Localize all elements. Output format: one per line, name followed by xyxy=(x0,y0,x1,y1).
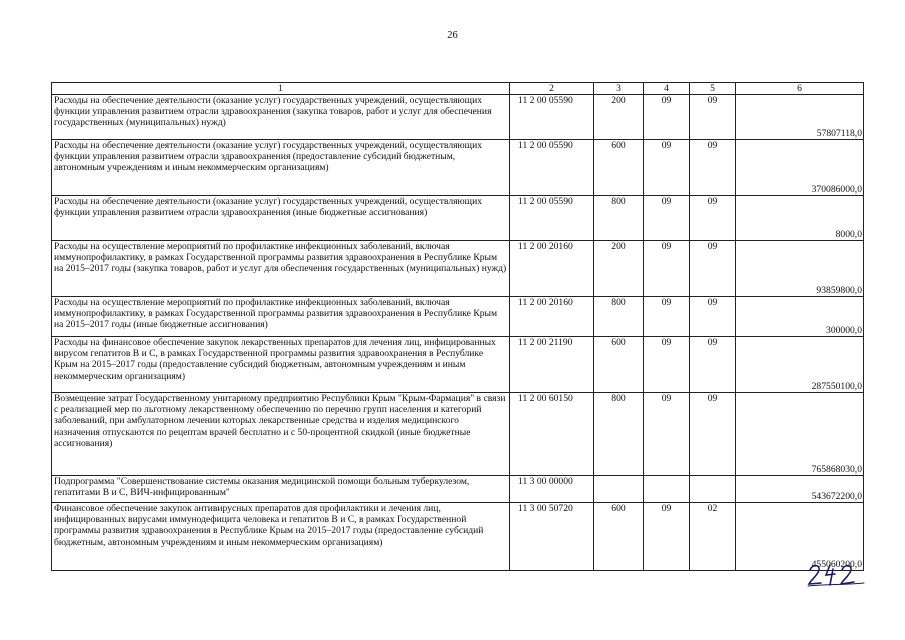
row-type: 600 xyxy=(594,337,644,393)
handwritten-signature xyxy=(806,561,868,587)
header-type: 3 xyxy=(594,83,644,95)
row-type: 800 xyxy=(594,393,644,476)
row-amount: 455060200,0 xyxy=(736,503,864,571)
header-amount: 6 xyxy=(736,83,864,95)
row-code: 11 2 00 60150 xyxy=(510,393,594,476)
row-name: Расходы на обеспечение деятельности (оказание услуг) государственных учреждений, осуществляющих функции управления развитием отрасли здравоохранения (закупка товаров, работ и услуг для обеспечения государственных (муниципальных) нужд) xyxy=(52,95,510,140)
row-name: Возмещение затрат Государственному унитарному предприятию Республики Крым "Крым-Фармация" в связи с реализацией мер по льготному лекарственному обеспечению по перечню групп населения и категорий заболеваний, при амбулаторном лечении которых лекарственные средства и изделия медицинского назначения отпускаются по рецептам врачей бесплатно и с 50-процентной скидкой (иные бюджетные ассигнования) xyxy=(52,393,510,476)
row-type: 600 xyxy=(594,140,644,196)
row-subsection: 09 xyxy=(690,241,736,297)
row-amount: 8000,0 xyxy=(736,196,864,241)
row-code: 11 2 00 21190 xyxy=(510,337,594,393)
row-code: 11 2 00 20160 xyxy=(510,297,594,337)
row-subsection xyxy=(690,476,736,503)
row-name: Расходы на финансовое обеспечение закупок лекарственных препаратов для лечения лиц, инфицированных вирусом гепатитов В и С, в рамках Государственной программы развития здравоохранения в Республике Крым на 2015–2017 годы (предоставление субсидий бюджетным, автономным учреждениям и иным некоммерческим организациям) xyxy=(52,337,510,393)
row-type: 800 xyxy=(594,297,644,337)
table-row xyxy=(52,140,864,196)
table-row xyxy=(52,503,864,571)
row-subsection: 09 xyxy=(690,297,736,337)
row-subsection: 09 xyxy=(690,393,736,476)
row-amount: 93859800,0 xyxy=(736,241,864,297)
header-code: 2 xyxy=(510,83,594,95)
row-section xyxy=(644,476,690,503)
row-amount: 57807118,0 xyxy=(736,95,864,140)
row-amount: 300000,0 xyxy=(736,297,864,337)
row-name: Расходы на осуществление мероприятий по профилактике инфекционных заболеваний, включая иммунопрофилактику, в рамках Государственной программы развития здравоохранения в Республике Крым на 2015–2017 годы (иные бюджетные ассигнования) xyxy=(52,297,510,337)
row-section: 09 xyxy=(644,140,690,196)
row-type: 200 xyxy=(594,95,644,140)
header-subsection: 5 xyxy=(690,83,736,95)
row-type: 800 xyxy=(594,196,644,241)
table-row xyxy=(52,95,864,140)
row-subsection: 09 xyxy=(690,196,736,241)
row-name: Расходы на обеспечение деятельности (оказание услуг) государственных учреждений, осуществляющих функции управления развитием отрасли здравоохранения (иные бюджетные ассигнования) xyxy=(52,196,510,241)
row-type: 200 xyxy=(594,241,644,297)
row-name: Финансовое обеспечение закупок антивирусных препаратов для профилактики и лечения лиц, инфицированных вирусами иммунодефицита человека и гепатитов В и С, в рамках Государственной программы развития здравоохранения в Республике Крым на 2015–2017 годы (предоставление субсидий бюджетным, автономным учреждениям и иным некоммерческим организациям) xyxy=(52,503,510,571)
row-type xyxy=(594,476,644,503)
row-code: 11 3 00 00000 xyxy=(510,476,594,503)
row-subsection: 09 xyxy=(690,140,736,196)
row-code: 11 2 00 05590 xyxy=(510,95,594,140)
row-name: Расходы на обеспечение деятельности (оказание услуг) государственных учреждений, осуществляющих функции управления развитием отрасли здравоохранения (предоставление субсидий бюджетным, автономным учреждениям и иным некоммерческим организациям) xyxy=(52,140,510,196)
row-section: 09 xyxy=(644,297,690,337)
row-name: Подпрограмма "Совершенствование системы оказания медицинской помощи больным туберкулезом, гепатитами В и С, ВИЧ-инфицированным" xyxy=(52,476,510,503)
header-section: 4 xyxy=(644,83,690,95)
row-code: 11 3 00 50720 xyxy=(510,503,594,571)
row-name: Расходы на осуществление мероприятий по профилактике инфекционных заболеваний, включая иммунопрофилактику, в рамках Государственной программы развития здравоохранения в Республике Крым на 2015–2017 годы (закупка товаров, работ и услуг для обеспечения государственных (муниципальных) нужд) xyxy=(52,241,510,297)
row-code: 11 2 00 05590 xyxy=(510,196,594,241)
table-row xyxy=(52,196,864,241)
row-subsection: 09 xyxy=(690,95,736,140)
row-section: 09 xyxy=(644,196,690,241)
table-row xyxy=(52,241,864,297)
table-row xyxy=(52,393,864,476)
row-section: 09 xyxy=(644,393,690,476)
row-section: 09 xyxy=(644,241,690,297)
table-row xyxy=(52,297,864,337)
row-code: 11 2 00 05590 xyxy=(510,140,594,196)
row-amount: 543672200,0 xyxy=(736,476,864,503)
page-number: 26 xyxy=(447,30,458,41)
row-amount: 287550100,0 xyxy=(736,337,864,393)
table-row xyxy=(52,337,864,393)
header-name: 1 xyxy=(52,83,510,95)
row-type: 600 xyxy=(594,503,644,571)
row-section: 09 xyxy=(644,337,690,393)
row-section: 09 xyxy=(644,95,690,140)
row-subsection: 02 xyxy=(690,503,736,571)
table-header-row xyxy=(52,83,864,95)
row-amount: 765868030,0 xyxy=(736,393,864,476)
row-section: 09 xyxy=(644,503,690,571)
table-row xyxy=(52,476,864,503)
row-code: 11 2 00 20160 xyxy=(510,241,594,297)
row-subsection: 09 xyxy=(690,337,736,393)
row-amount: 370086000,0 xyxy=(736,140,864,196)
budget-table xyxy=(51,82,864,571)
